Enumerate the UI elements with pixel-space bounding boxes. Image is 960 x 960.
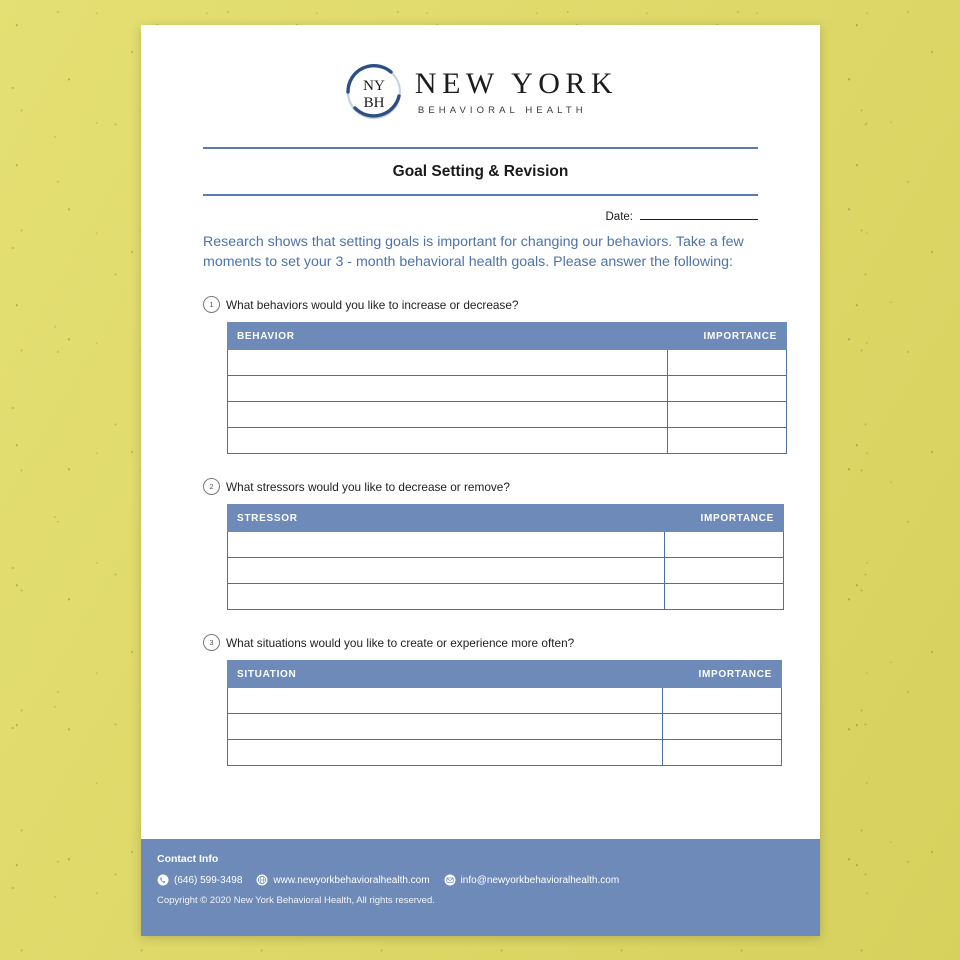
question-number-2: 2 (203, 478, 220, 495)
footer-contact-row (157, 874, 820, 886)
cell-importance[interactable] (663, 714, 782, 740)
table-row (228, 532, 784, 558)
footer-copyright: Copyright © 2020 New York Behavioral Health, All rights reserved. (157, 895, 435, 906)
cell-situation[interactable] (228, 714, 663, 740)
logo (141, 25, 820, 121)
table-row (228, 350, 787, 376)
table-row (228, 740, 782, 766)
question-text-3: What situations would you like to create or experience more often? (226, 635, 575, 650)
column-header-importance: IMPORTANCE (665, 505, 784, 532)
column-header-situation: SITUATION (228, 661, 663, 688)
table-row (228, 714, 782, 740)
column-header-stressor: STRESSOR (228, 505, 665, 532)
footer-phone[interactable] (157, 874, 242, 886)
table-stressors (227, 504, 784, 610)
column-header-importance: IMPORTANCE (668, 323, 787, 350)
cell-stressor[interactable] (228, 532, 665, 558)
cell-stressor[interactable] (228, 558, 665, 584)
footer-heading: Contact Info (157, 853, 219, 865)
question-3 (203, 634, 820, 651)
cell-situation[interactable] (228, 740, 663, 766)
cell-importance[interactable] (668, 402, 787, 428)
question-number-3: 3 (203, 634, 220, 651)
footer-email-text: info@newyorkbehavioralhealth.com (460, 874, 620, 886)
footer-website[interactable] (256, 874, 429, 886)
question-text-2: What stressors would you like to decrease or remove? (226, 479, 510, 494)
cell-behavior[interactable] (228, 350, 668, 376)
table-row (228, 688, 782, 714)
cell-behavior[interactable] (228, 376, 668, 402)
cell-behavior[interactable] (228, 428, 668, 454)
footer-website-text: www.newyorkbehavioralhealth.com (273, 874, 430, 886)
cell-importance[interactable] (668, 376, 787, 402)
table-header-row (228, 505, 784, 532)
phone-icon (157, 874, 169, 886)
date-row (203, 208, 758, 223)
cell-importance[interactable] (668, 350, 787, 376)
table-row (228, 376, 787, 402)
svg-text:BH: BH (363, 95, 385, 111)
cell-importance[interactable] (663, 740, 782, 766)
cell-importance[interactable] (665, 584, 784, 610)
cell-stressor[interactable] (228, 584, 665, 610)
table-row (228, 584, 784, 610)
question-text-1: What behaviors would you like to increase or decrease? (226, 297, 519, 312)
cell-importance[interactable] (665, 532, 784, 558)
cell-importance[interactable] (663, 688, 782, 714)
footer-email[interactable] (444, 874, 620, 886)
date-label: Date: (605, 211, 633, 223)
table-header-row (228, 323, 787, 350)
question-1 (203, 296, 820, 313)
date-input[interactable] (640, 208, 758, 220)
title-rule-bottom (203, 194, 758, 196)
globe-icon (256, 874, 268, 886)
table-behaviors (227, 322, 787, 454)
question-number-1: 1 (203, 296, 220, 313)
column-header-behavior: BEHAVIOR (228, 323, 668, 350)
cell-importance[interactable] (668, 428, 787, 454)
table-row (228, 428, 787, 454)
table-header-row (228, 661, 782, 688)
logo-text (414, 66, 619, 116)
intro-paragraph: Research shows that setting goals is important for changing our behaviors. Take a few moments to set your 3 - month behavioral health goals. Please answer the following: (203, 234, 744, 271)
svg-text:NY: NY (363, 78, 385, 94)
nybh-logo-icon (343, 63, 409, 121)
document-page (141, 25, 820, 936)
table-row (228, 558, 784, 584)
table-situations (227, 660, 782, 766)
logo-subtitle: BEHAVIORAL HEALTH (417, 104, 587, 116)
question-2 (203, 478, 820, 495)
cell-situation[interactable] (228, 688, 663, 714)
envelope-icon (444, 874, 456, 886)
footer-phone-text: (646) 599-3498 (174, 874, 243, 886)
logo-title: NEW YORK (414, 66, 619, 100)
column-header-importance: IMPORTANCE (663, 661, 782, 688)
footer (141, 839, 820, 936)
cell-behavior[interactable] (228, 402, 668, 428)
page-title: Goal Setting & Revision (392, 163, 569, 180)
table-row (228, 402, 787, 428)
cell-importance[interactable] (665, 558, 784, 584)
